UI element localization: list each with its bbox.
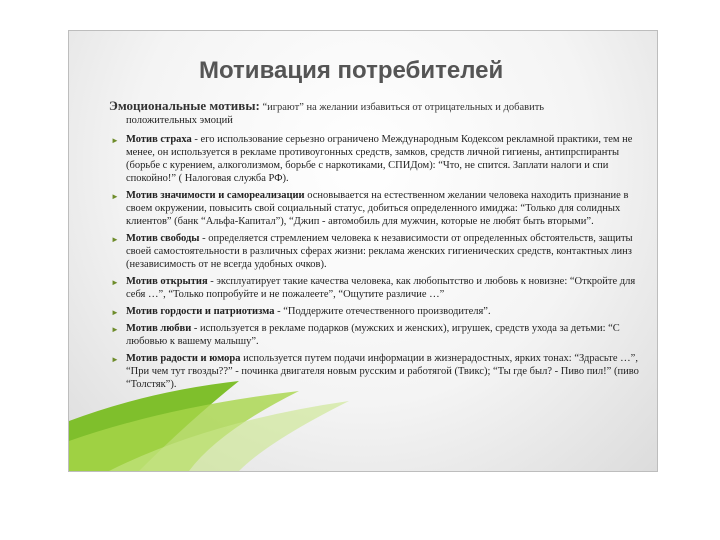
motive-name: Мотив любви	[126, 323, 192, 334]
intro-heading: Эмоциональные мотивы:	[109, 98, 260, 113]
intro	[109, 99, 649, 127]
bullet-arrow-icon: ►	[111, 192, 119, 201]
list-item	[109, 133, 649, 185]
motive-name: Мотив открытия	[126, 276, 208, 287]
motive-name: Мотив страха	[126, 134, 192, 145]
slide	[68, 30, 658, 472]
slide-title: Мотивация потребителей	[199, 57, 504, 84]
intro-text: “играют” на желании избавиться от отрицательных и добавить	[262, 102, 545, 113]
slide-content	[109, 99, 649, 395]
bullet-arrow-icon: ►	[111, 308, 119, 317]
motive-text: - определяется стремлением человека к независимости от определенных обстоятельств, защиты своей самостоятельности в различных сферах жизни: реклама женских гигиенических средств, контактных линз (независимость от не всегда удобных очков).	[126, 233, 633, 270]
bullet-arrow-icon: ►	[111, 325, 119, 334]
bullet-arrow-icon: ►	[111, 136, 119, 145]
motive-name: Мотив значимости и самореализации	[126, 190, 305, 201]
bullet-arrow-icon: ►	[111, 355, 119, 364]
motive-text: используется путем подачи информации в жизнерадостных, ярких тонах: “Здрасьте …”, “При чем тут гвозды??” - починка двигателя новым русским и работягой (Твикс); “Ты где был? - Пиво пил!” (пиво “Толстяк”).	[126, 353, 639, 390]
motive-text: - “Поддержите отечественного производителя”.	[274, 306, 491, 317]
motive-text: - эксплуатирует такие качества человека, как любопытство и любовь к новизне: “Откройте для себя …”, “Только попробуйте и не пожалеете”, “Ощутите различие …”	[126, 276, 636, 300]
list-item	[109, 352, 649, 391]
intro-text-cont: положительных эмоций	[126, 115, 233, 126]
motive-text: - используется в рекламе подарков (мужских и женских), игрушек, средств ухода за детьми: “С любовью к вашему малышу”.	[126, 323, 620, 347]
list-item	[109, 305, 649, 318]
motive-name: Мотив гордости и патриотизма	[126, 306, 275, 317]
list-item	[109, 322, 649, 348]
motive-name: Мотив радости и юмора	[126, 353, 241, 364]
list-item	[109, 189, 649, 228]
list-item	[109, 275, 649, 301]
motive-text: основывается на естественном желании человека находить признание в своем окружении, повысить свой социальный статус, добиться определенного имиджа: “Только для солидных клиентов” (банк “Альфа-Капитал”), “Джип - автомобиль для мужчин, которые не любят быть вторыми”.	[126, 190, 629, 227]
bullet-arrow-icon: ►	[111, 235, 119, 244]
list-item	[109, 232, 649, 271]
motive-name: Мотив свободы	[126, 233, 200, 244]
bullet-arrow-icon: ►	[111, 278, 119, 287]
motive-text: - его использование серьезно ограничено Международным Кодексом рекламной практики, тем не менее, он используется в рекламе противоугонных средств, замков, средств личной гигиены, антипрспиранты (борьбе с курением, алкоголизмом, борьбе с наркотиками, СПИДом): “Что, не спится. Заплати налоги и спи спокойно!” ( Налоговая служба РФ).	[126, 134, 633, 184]
